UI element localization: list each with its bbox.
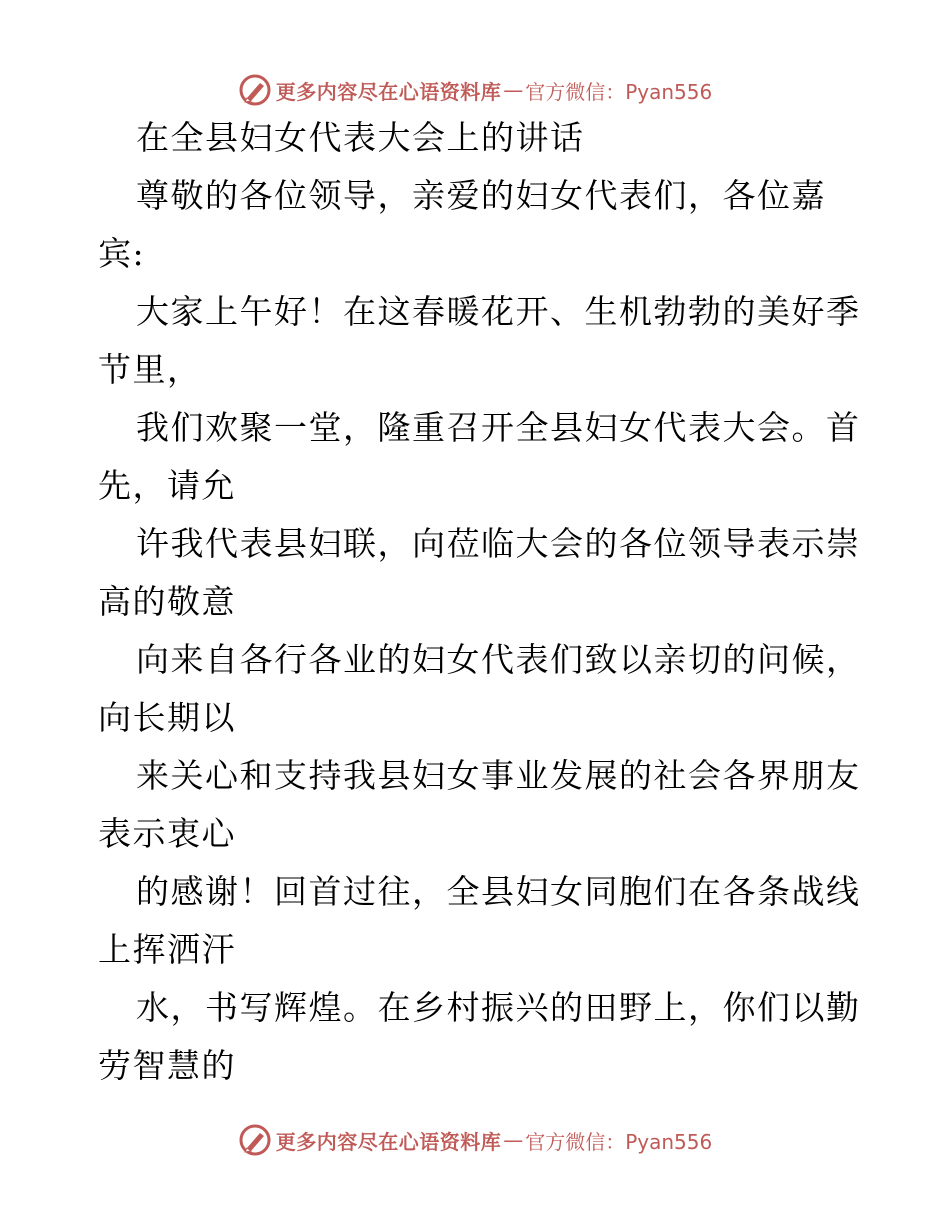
text-line: 向长期以 xyxy=(98,698,236,737)
text-line: 水，书写辉煌。在乡村振兴的田野上，你们以勤 xyxy=(136,988,861,1027)
banner-brand-text: 更多内容尽在心语资料库 xyxy=(275,1129,502,1154)
text-line: 高的敬意 xyxy=(98,582,236,621)
text-line: 上挥洒汗 xyxy=(98,930,236,969)
document-title: 在全县妇女代表大会上的讲话 xyxy=(136,118,585,157)
banner-brand-text: 更多内容尽在心语资料库 xyxy=(275,79,502,104)
pen-logo-icon xyxy=(238,73,272,107)
text-line: 先，请允 xyxy=(98,466,236,505)
text-line: 节里， xyxy=(98,350,202,389)
text-line: 劳智慧的 xyxy=(98,1046,236,1085)
text-line: 的感谢！回首过往，全县妇女同胞们在各条战线 xyxy=(136,872,861,911)
banner-separator: — xyxy=(503,1128,524,1152)
banner-wechat-text: 官方微信：Pyan556 xyxy=(525,79,713,104)
header-banner xyxy=(0,70,950,110)
pen-logo-icon xyxy=(238,1123,272,1157)
banner-separator: — xyxy=(503,78,524,102)
footer-banner xyxy=(0,1120,950,1160)
text-line: 来关心和支持我县妇女事业发展的社会各界朋友 xyxy=(136,756,861,795)
text-line: 向来自各行各业的妇女代表们致以亲切的问候， xyxy=(136,640,861,679)
text-line: 表示衷心 xyxy=(98,814,236,853)
banner-wechat-text: 官方微信：Pyan556 xyxy=(525,1129,713,1154)
text-line: 尊敬的各位领导，亲爱的妇女代表们，各位嘉 xyxy=(136,176,826,215)
text-line: 大家上午好！在这春暖花开、生机勃勃的美好季 xyxy=(136,292,861,331)
text-line: 我们欢聚一堂，隆重召开全县妇女代表大会。首 xyxy=(136,408,861,447)
text-line: 许我代表县妇联，向莅临大会的各位领导表示崇 xyxy=(136,524,861,563)
text-line: 宾: xyxy=(98,234,146,273)
